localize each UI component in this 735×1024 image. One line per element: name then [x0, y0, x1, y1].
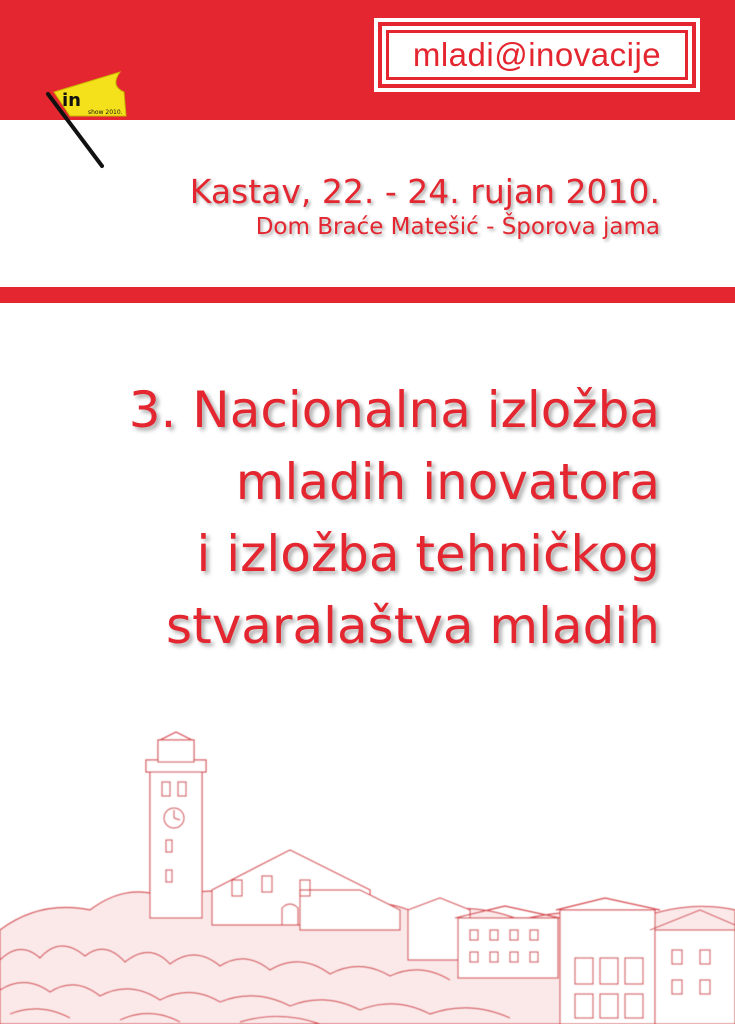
email-box: [378, 22, 696, 88]
logo-caption: show 2010.: [88, 109, 123, 116]
middle-red-band: [0, 287, 735, 303]
location-date: Kastav, 22. - 24. rujan 2010.: [189, 172, 660, 211]
title-line: stvaralaštva mladih: [166, 597, 660, 655]
title-line: mladih inovatora: [235, 453, 660, 511]
email-label: mladi@inovacije: [412, 36, 662, 73]
email-box-inner: [386, 30, 688, 80]
title-line: 3. Nacionalna izložba: [128, 381, 660, 439]
town-sketch-illustration: [0, 730, 735, 1024]
logo-mark: in: [62, 90, 81, 111]
exhibition-title: [129, 374, 660, 662]
title-line: i izložba tehničkog: [196, 525, 660, 583]
venue: Dom Braće Matešić - Šporova jama: [255, 214, 660, 240]
in-show-logo: [40, 66, 136, 170]
event-info: [190, 172, 660, 242]
